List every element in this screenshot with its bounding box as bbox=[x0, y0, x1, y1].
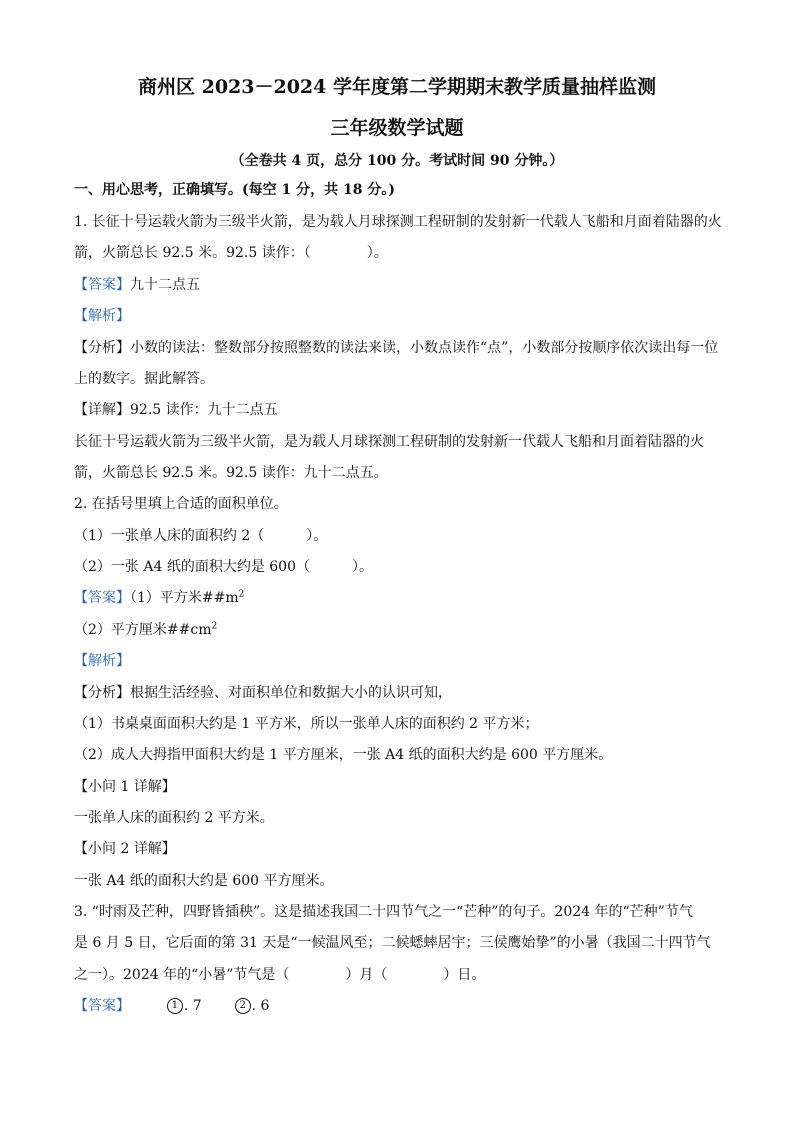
q2-answer1-text: （1）平方米##m bbox=[130, 590, 239, 606]
q2-sub1-detail: 一张单人床的面积约 2 平方米。 bbox=[74, 810, 274, 826]
q1-fenxi-line2: 上的数字。据此解答。 bbox=[74, 371, 214, 387]
page-subtitle: 三年级数学试题 bbox=[330, 117, 464, 139]
q2-answer1-sup: 2 bbox=[238, 589, 245, 600]
q1-detail-text: 92.5 读作：九十二点五 bbox=[130, 402, 278, 418]
q2-answer2-text: （2）平方厘米##cm bbox=[74, 622, 212, 638]
q2-sub2-label: 【小问 2 详解】 bbox=[74, 841, 176, 857]
q1-answer bbox=[74, 275, 734, 295]
q1-stem-line1: 1. 长征十号运载火箭为三级半火箭，是为载人月球探测工程研制的发射新一代载人飞船和月面着陆器的火 bbox=[74, 214, 722, 230]
q3-answer bbox=[74, 996, 734, 1016]
q3-answer-2: . 6 bbox=[251, 998, 270, 1014]
q2-answer2-sup: 2 bbox=[211, 621, 218, 632]
q1-fenxi-line1 bbox=[74, 338, 734, 358]
q1-analysis bbox=[74, 306, 734, 326]
q1-detail bbox=[74, 400, 734, 420]
q3-answer-marker-1: 1 bbox=[167, 998, 183, 1014]
analysis-label: 【解析】 bbox=[74, 308, 130, 324]
q2-stem: 2. 在括号里填上合适的面积单位。 bbox=[74, 496, 288, 512]
q2-sub2-detail: 一张 A4 纸的面积大约是 600 平方厘米。 bbox=[74, 873, 334, 889]
q2-analysis bbox=[74, 651, 734, 671]
q2-fenxi bbox=[74, 683, 734, 703]
q2-fenxi-text: 根据生活经验、对面积单位和数据大小的认识可知， bbox=[130, 685, 452, 701]
q2-answer1 bbox=[74, 588, 734, 608]
analysis-label: 【解析】 bbox=[74, 653, 130, 669]
detail-label: 【详解】 bbox=[74, 402, 130, 418]
q1-fenxi-text: 小数的读法：整数部分按照整数的读法来读，小数点读作“点”，小数部分按顺序依次读出每一位 bbox=[130, 340, 719, 356]
q2-fenxi2: （2）成人大拇指甲面积大约是 1 平方厘米，一张 A4 纸的面积大约是 600 平方厘米。 bbox=[74, 747, 613, 763]
answer-label: 【答案】 bbox=[74, 277, 130, 293]
q3-stem-line1: 3. “时雨及芒种，四野皆插秧”。这是描述我国二十四节气之一“芒种”的句子。2024 年的“芒种”节气 bbox=[74, 904, 693, 920]
exam-note: （全卷共 4 页，总分 100 分。考试时间 90 分钟。） bbox=[230, 153, 564, 169]
answer-label: 【答案】 bbox=[74, 998, 130, 1014]
fenxi-label: 【分析】 bbox=[74, 685, 130, 701]
q3-stem-line3: 之一）。2024 年的“小暑”节气是（ ）月（ ）日。 bbox=[74, 967, 486, 983]
q2-part2: （2）一张 A4 纸的面积大约是 600（ ）。 bbox=[74, 559, 373, 575]
q2-sub1-label: 【小问 1 详解】 bbox=[74, 779, 176, 795]
q3-answer-marker-2: 2 bbox=[235, 998, 251, 1014]
q3-stem-line2: 是 6 月 5 日，它后面的第 31 天是“一候温风至；二候蟋蟀居宇；三侯鹰始挚”的小暑（我国二十四节气 bbox=[74, 935, 711, 951]
q1-stem-line2: 箭，火箭总长 92.5 米。92.5 读作：（ ）。 bbox=[74, 245, 388, 261]
answer-label: 【答案】 bbox=[74, 590, 130, 606]
q1-restate-line1: 长征十号运载火箭为三级半火箭，是为载人月球探测工程研制的发射新一代载人飞船和月面着陆器的火 bbox=[74, 434, 704, 450]
q1-restate-line2: 箭，火箭总长 92.5 米。92.5 读作：九十二点五。 bbox=[74, 465, 388, 481]
q1-answer-text: 九十二点五 bbox=[130, 277, 200, 293]
page-title: 商州区 2023－2024 学年度第二学期期末教学质量抽样监测 bbox=[138, 76, 656, 98]
section-heading: 一、用心思考，正确填写。(每空 1 分，共 18 分。) bbox=[74, 182, 395, 198]
q3-answer-1: . 7 bbox=[183, 998, 202, 1014]
fenxi-label: 【分析】 bbox=[74, 340, 130, 356]
q2-fenxi1: （1）书桌桌面面积大约是 1 平方米，所以一张单人床的面积约 2 平方米； bbox=[74, 716, 539, 732]
q2-answer2 bbox=[74, 620, 734, 640]
q2-part1: （1）一张单人床的面积约 2（ ）。 bbox=[74, 528, 328, 544]
